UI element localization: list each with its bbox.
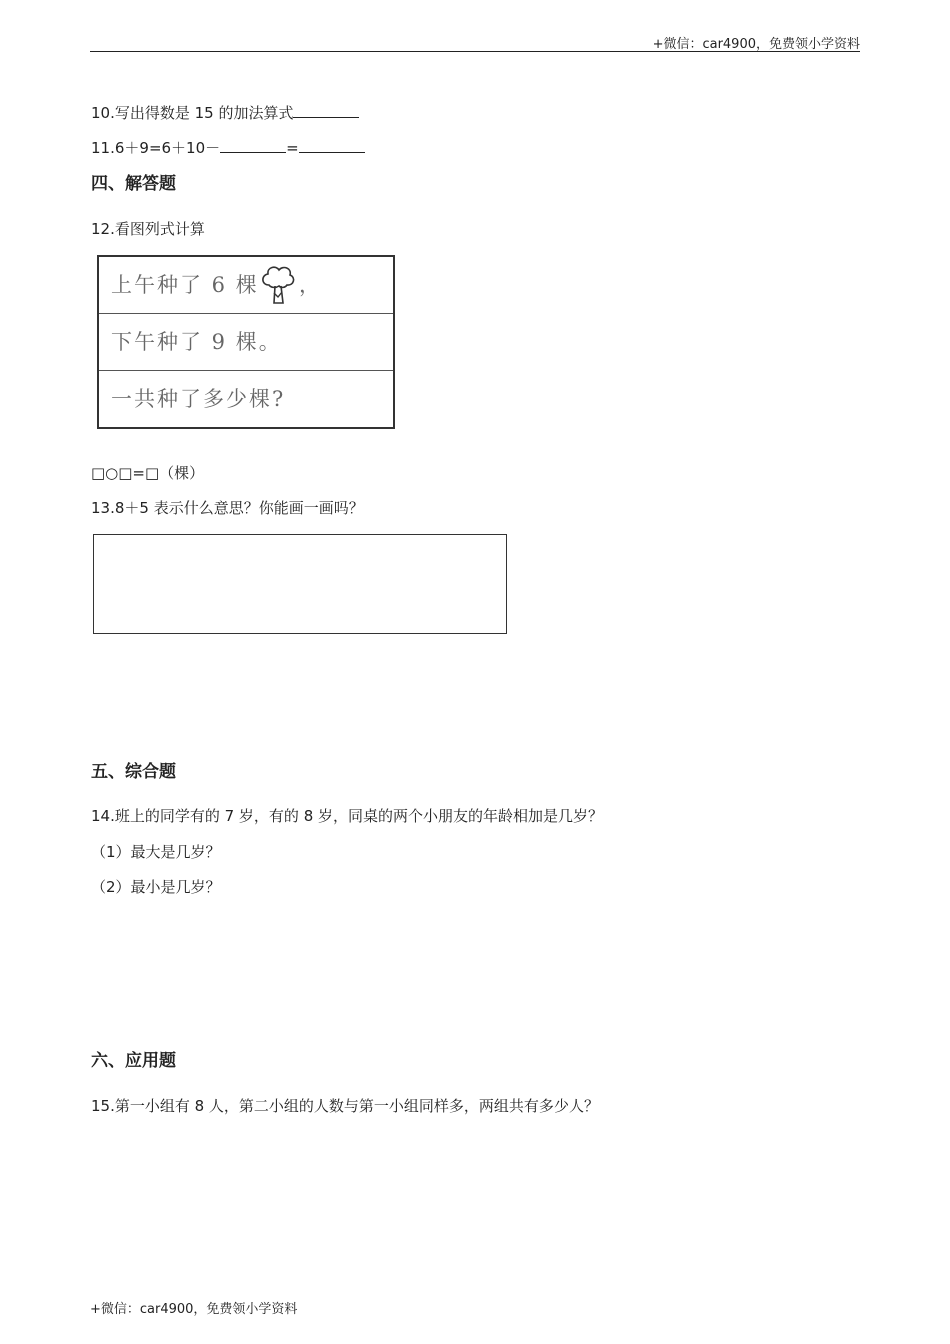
answer-blank[interactable] — [220, 138, 286, 153]
page-footer: +微信：car4900，免费领小学资料 — [90, 1302, 298, 1317]
answer-blank[interactable] — [293, 103, 359, 118]
question-12-figure — [97, 255, 395, 429]
question-13-text: 13.8＋5 表示什么意思？你能画一画吗？ — [91, 499, 364, 517]
question-10-text: 10.写出得数是 15 的加法算式 — [91, 104, 294, 122]
section-6-title: 六、应用题 — [91, 1051, 176, 1071]
drawing-area[interactable] — [93, 534, 507, 634]
question-15-text: 15.第一小组有 8 人，第二小组的人数与第一小组同样多，两组共有多少人？ — [91, 1097, 599, 1115]
figure-row-morning-punct: ， — [299, 273, 322, 297]
question-14-text: 14.班上的同学有的 7 岁，有的 8 岁，同桌的两个小朋友的年龄相加是几岁？ — [91, 807, 604, 825]
section-4-title: 四、解答题 — [91, 174, 176, 194]
question-10 — [91, 103, 359, 123]
figure-row-afternoon — [99, 314, 393, 371]
question-11-text: 11.6＋9=6＋10－ — [91, 139, 221, 157]
page-header: +微信：car4900，免费领小学资料 — [652, 37, 860, 52]
answer-blank[interactable] — [299, 138, 365, 153]
header-divider — [90, 51, 860, 52]
question-14-sub-2: （2）最小是几岁？ — [91, 878, 221, 896]
section-5-title: 五、综合题 — [91, 762, 176, 782]
question-14-sub-1: （1）最大是几岁？ — [91, 843, 221, 861]
figure-row-morning — [99, 257, 393, 314]
figure-row-total-text: 一共种了多少棵? — [111, 387, 286, 411]
equals-sign: = — [286, 139, 299, 157]
tree-icon — [259, 263, 297, 307]
question-11 — [91, 138, 365, 158]
figure-row-afternoon-text: 下午种了 9 棵。 — [111, 330, 282, 354]
figure-row-total — [99, 371, 393, 428]
figure-row-morning-text: 上午种了 6 棵 — [111, 273, 259, 297]
question-12-answer-template[interactable]: □○□=□（棵） — [91, 464, 205, 482]
question-12-text: 12.看图列式计算 — [91, 220, 205, 238]
